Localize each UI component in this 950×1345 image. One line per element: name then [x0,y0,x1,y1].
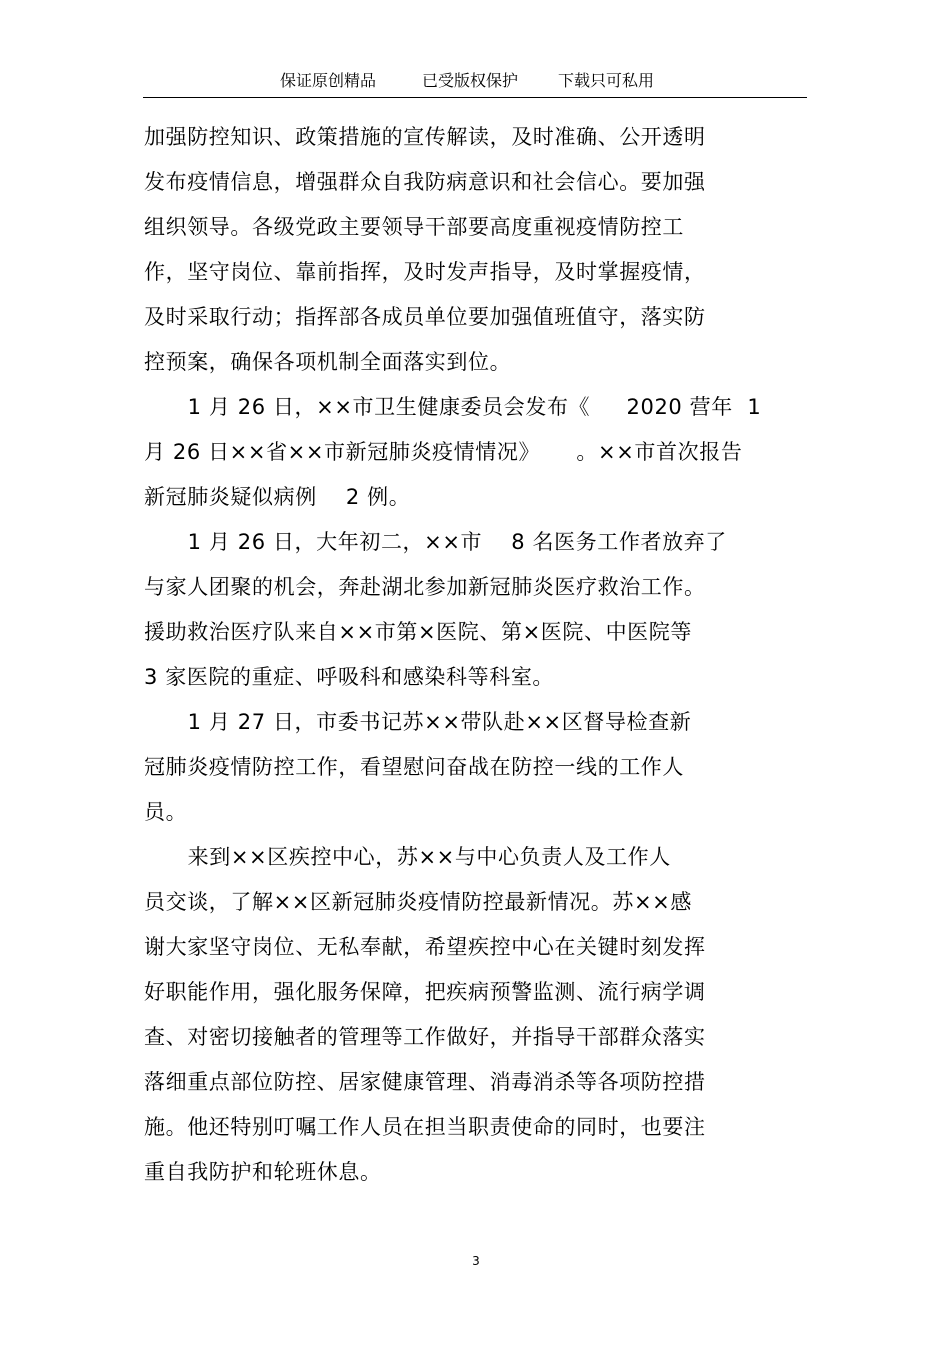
text-line: 3 家医院的重症、呼吸科和感染科等科室。 [144,665,555,689]
text-line: 重自我防护和轮班休息。 [144,1160,382,1184]
text-line: 谢大家坚守岗位、无私奉献，希望疾控中心在关键时刻发挥 [144,935,706,959]
text-line: 援助救治医疗队来自××市第×医院、第×医院、中医院等 [144,620,692,644]
text-line: 作，坚守岗位、靠前指挥，及时发声指导，及时掌握疫情， [144,260,706,284]
text-line: 1 月 26 日，大年初二，××市 8 名医务工作者放弃了 [144,530,727,554]
text-line: 好职能作用，强化服务保障，把疾病预警监测、流行病学调 [144,980,706,1004]
text-line: 查、对密切接触者的管理等工作做好，并指导干部群众落实 [144,1025,706,1049]
text-line: 与家人团聚的机会，奔赴湖北参加新冠肺炎医疗救治工作。 [144,575,706,599]
text-line: 新冠肺炎疑似病例 2 例。 [144,485,411,509]
text-line: 施。他还特别叮嘱工作人员在担当职责使命的同时，也要注 [144,1115,706,1139]
text-line: 冠肺炎疫情防控工作，看望慰问奋战在防控一线的工作人 [144,755,684,779]
header-label-private-use: 下载只可私用 [558,71,655,90]
text-line: 1 月 27 日，市委书记苏××带队赴××区督导检查新 [144,710,692,734]
page-header [143,70,807,94]
text-line: 1 月 26 日，××市卫生健康委员会发布《 2020 营年 1 [144,395,762,419]
text-line: 控预案，确保各项机制全面落实到位。 [144,350,512,374]
text-line: 发布疫情信息，增强群众自我防病意识和社会信心。要加强 [144,170,706,194]
text-line: 月 26 日××省××市新冠肺炎疫情情况》 。××市首次报告 [144,440,743,464]
text-line: 加强防控知识、政策措施的宣传解读，及时准确、公开透明 [144,125,706,149]
page-number: 3 [472,1254,480,1268]
header-label-original: 保证原创精品 [280,71,377,90]
text-line: 落细重点部位防控、居家健康管理、消毒消杀等各项防控措 [144,1070,706,1094]
header-label-copyright: 已受版权保护 [422,71,519,90]
text-line: 及时采取行动；指挥部各成员单位要加强值班值守，落实防 [144,305,706,329]
header-divider [143,97,807,98]
text-line: 组织领导。各级党政主要领导干部要高度重视疫情防控工 [144,215,684,239]
text-line: 员。 [144,800,188,824]
text-line: 来到××区疾控中心，苏××与中心负责人及工作人 [144,845,671,869]
text-line: 员交谈，了解××区新冠肺炎疫情防控最新情况。苏××感 [144,890,692,914]
